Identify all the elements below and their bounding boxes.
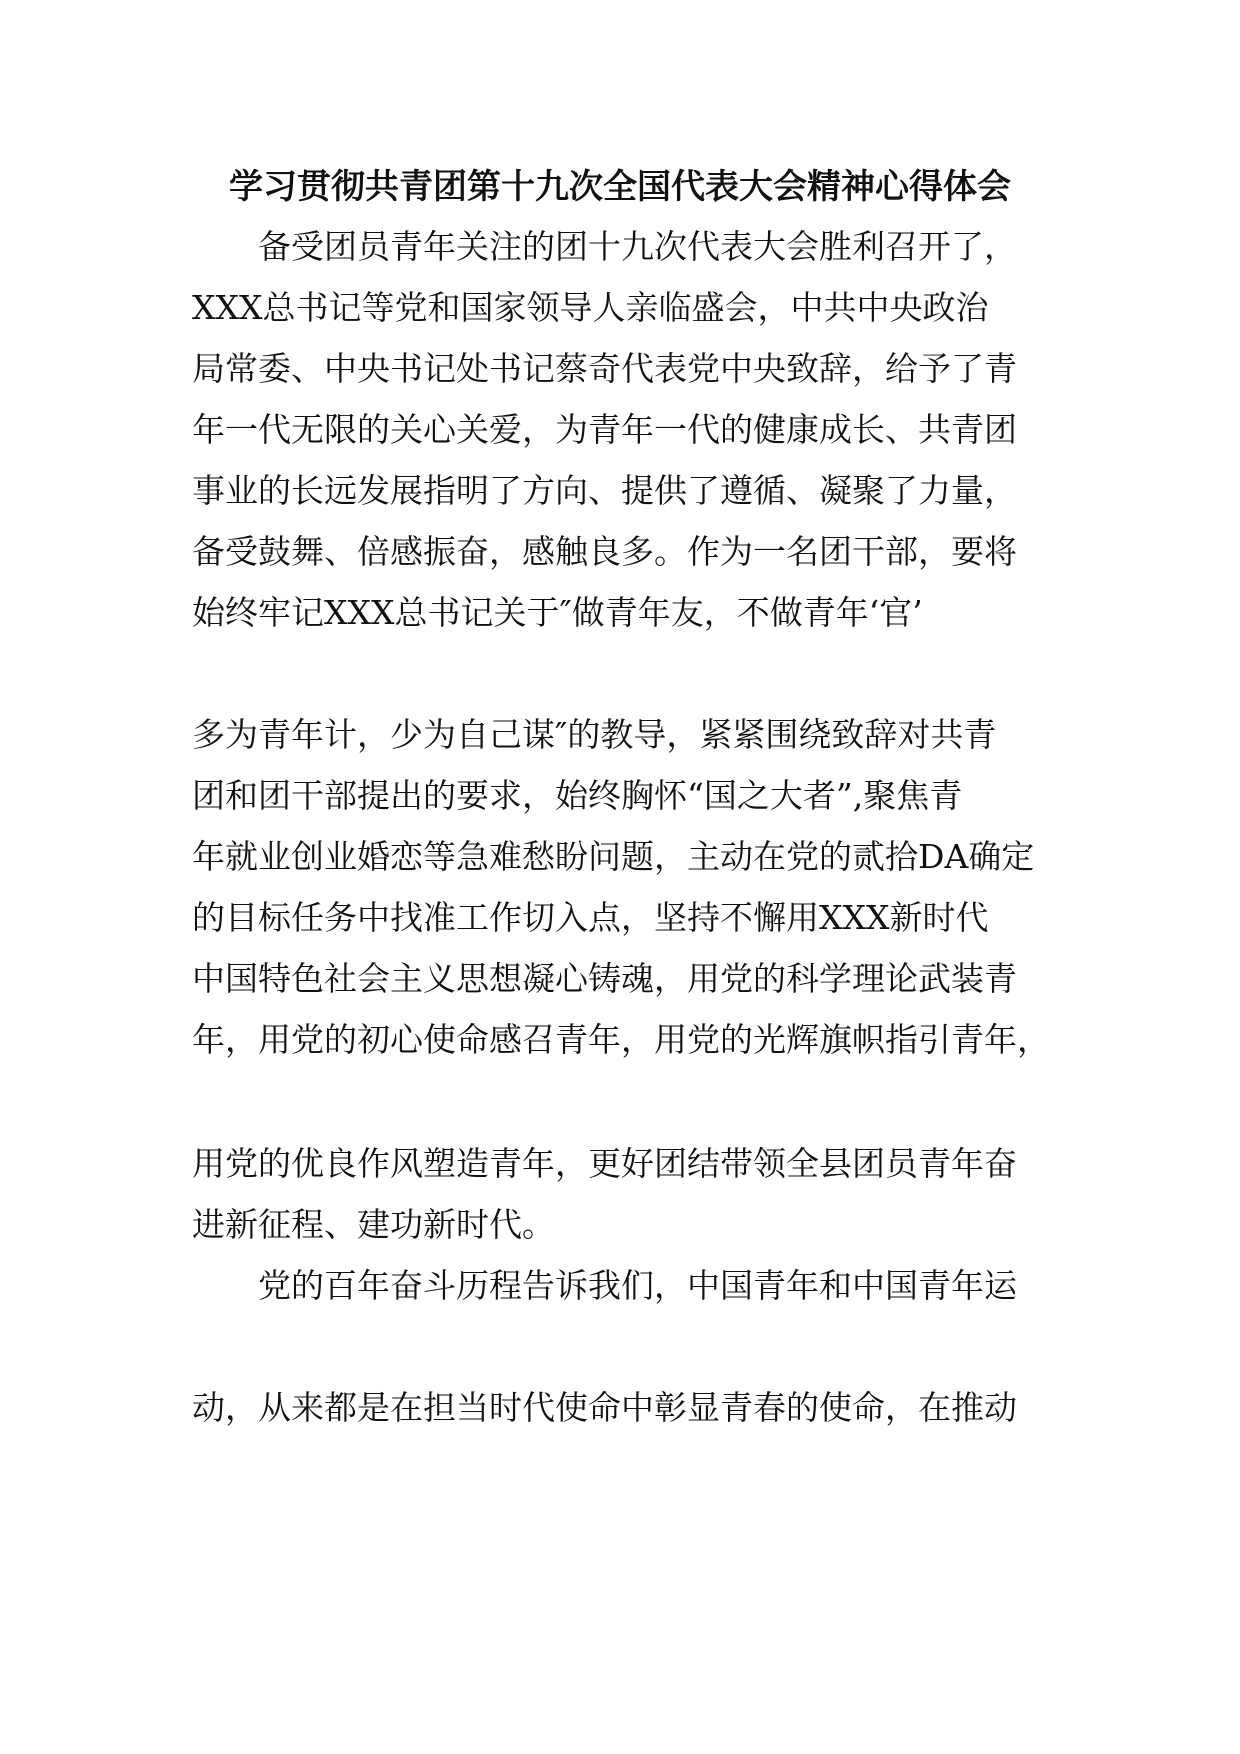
text-line: 动，从来都是在担当时代使命中彰显青春的使命，在推动	[192, 1388, 1017, 1427]
text-line: XXX总书记等党和国家领导人亲临盛会，中共中央政治	[192, 288, 989, 327]
text-line: 年，用党的初心使命感召青年，用党的光辉旗帜指引青年，	[192, 1020, 1050, 1059]
text-line: 备受鼓舞、倍感振奋，感触良多。作为一名团干部，要将	[192, 532, 1017, 571]
text-line: 的目标任务中找准工作切入点，坚持不懈用XXX新时代	[192, 898, 989, 937]
text-line: 团和团干部提出的要求，始终胸怀“国之大者”,聚焦青	[192, 776, 963, 815]
text-line: 用党的优良作风塑造青年，更好团结带领全县团员青年奋	[192, 1144, 1017, 1183]
text-line: 局常委、中央书记处书记蔡奇代表党中央致辞，给予了青	[192, 349, 1017, 388]
text-line: 中国特色社会主义思想凝心铸魂，用党的科学理论武装青	[192, 959, 1017, 998]
text-line: 多为青年计，少为自己谋″的教导，紧紧围绕致辞对共青	[192, 715, 997, 754]
text-line: 备受团员青年关注的团十九次代表大会胜利召开了，	[258, 227, 1017, 266]
text-line: 年就业创业婚恋等急难愁盼问题，主动在党的贰拾DA确定	[192, 837, 1035, 876]
text-line: 始终牢记XXX总书记关于″做青年友，不做青年‘官’	[192, 593, 923, 632]
document-title: 学习贯彻共青团第十九次全国代表大会精神心得体会	[229, 167, 1011, 207]
text-line: 进新征程、建功新时代。	[192, 1205, 555, 1244]
text-line: 事业的长远发展指明了方向、提供了遵循、凝聚了力量，	[192, 471, 1017, 510]
text-line: 党的百年奋斗历程告诉我们，中国青年和中国青年运	[258, 1266, 1017, 1305]
text-line: 年一代无限的关心关爱，为青年一代的健康成长、共青团	[192, 410, 1017, 449]
